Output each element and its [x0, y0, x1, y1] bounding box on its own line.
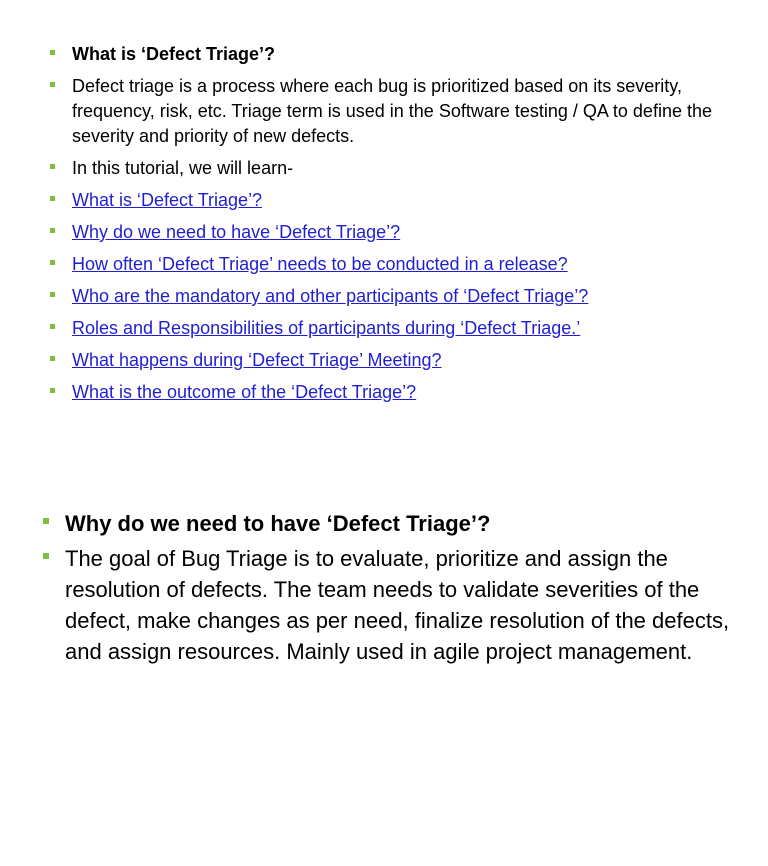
section-heading: [42, 508, 742, 539]
toc-link-participants[interactable]: Who are the mandatory and other participants of ‘Defect Triage’?: [72, 286, 589, 306]
bullet-icon: [43, 553, 49, 559]
toc-link-meeting[interactable]: What happens during ‘Defect Triage’ Meeting?: [72, 350, 442, 370]
bullet-icon: [50, 388, 55, 393]
bullet-icon: [50, 164, 55, 169]
bullet-icon: [43, 518, 49, 524]
toc-item: [48, 380, 748, 405]
bullet-icon: [50, 228, 55, 233]
toc-item: [48, 252, 748, 277]
toc-item: [48, 188, 748, 213]
bullet-icon: [50, 324, 55, 329]
toc-link-outcome[interactable]: What is the outcome of the ‘Defect Triage’?: [72, 382, 417, 402]
heading-text: What is ‘Defect Triage’?: [72, 44, 276, 64]
toc-item: [48, 348, 748, 373]
why-defect-triage-list: [42, 508, 742, 671]
intro-text: In this tutorial, we will learn-: [72, 158, 294, 178]
bullet-icon: [50, 260, 55, 265]
bullet-icon: [50, 82, 55, 87]
section-heading: [48, 42, 748, 67]
toc-link-roles-responsibilities[interactable]: Roles and Responsibilities of participants during ‘Defect Triage.’: [72, 318, 581, 338]
toc-item: [48, 220, 748, 245]
bullet-icon: [50, 50, 55, 55]
bullet-icon: [50, 292, 55, 297]
heading-text: Why do we need to have ‘Defect Triage’?: [65, 511, 491, 536]
intro-item: [48, 156, 748, 181]
definition-text: Defect triage is a process where each bug is prioritized based on its severity, frequency, risk, etc. Triage term is used in the Software testing / QA to define the severity and priority of new defects.: [72, 76, 712, 146]
toc-link-why-need-defect-triage[interactable]: Why do we need to have ‘Defect Triage’?: [72, 222, 401, 242]
body-item: [42, 543, 742, 667]
toc-link-what-is-defect-triage[interactable]: What is ‘Defect Triage’?: [72, 190, 263, 210]
toc-item: [48, 284, 748, 309]
body-text: The goal of Bug Triage is to evaluate, prioritize and assign the resolution of defects. The team needs to validate severities of the defect, make changes as per need, finalize resolution of the defects, and assign resources. Mainly used in agile project management.: [65, 546, 730, 664]
definition-item: [48, 74, 748, 149]
toc-link-how-often[interactable]: How often ‘Defect Triage’ needs to be conducted in a release?: [72, 254, 568, 274]
bullet-icon: [50, 196, 55, 201]
tutorial-intro-list: [48, 42, 748, 412]
bullet-icon: [50, 356, 55, 361]
toc-item: [48, 316, 748, 341]
